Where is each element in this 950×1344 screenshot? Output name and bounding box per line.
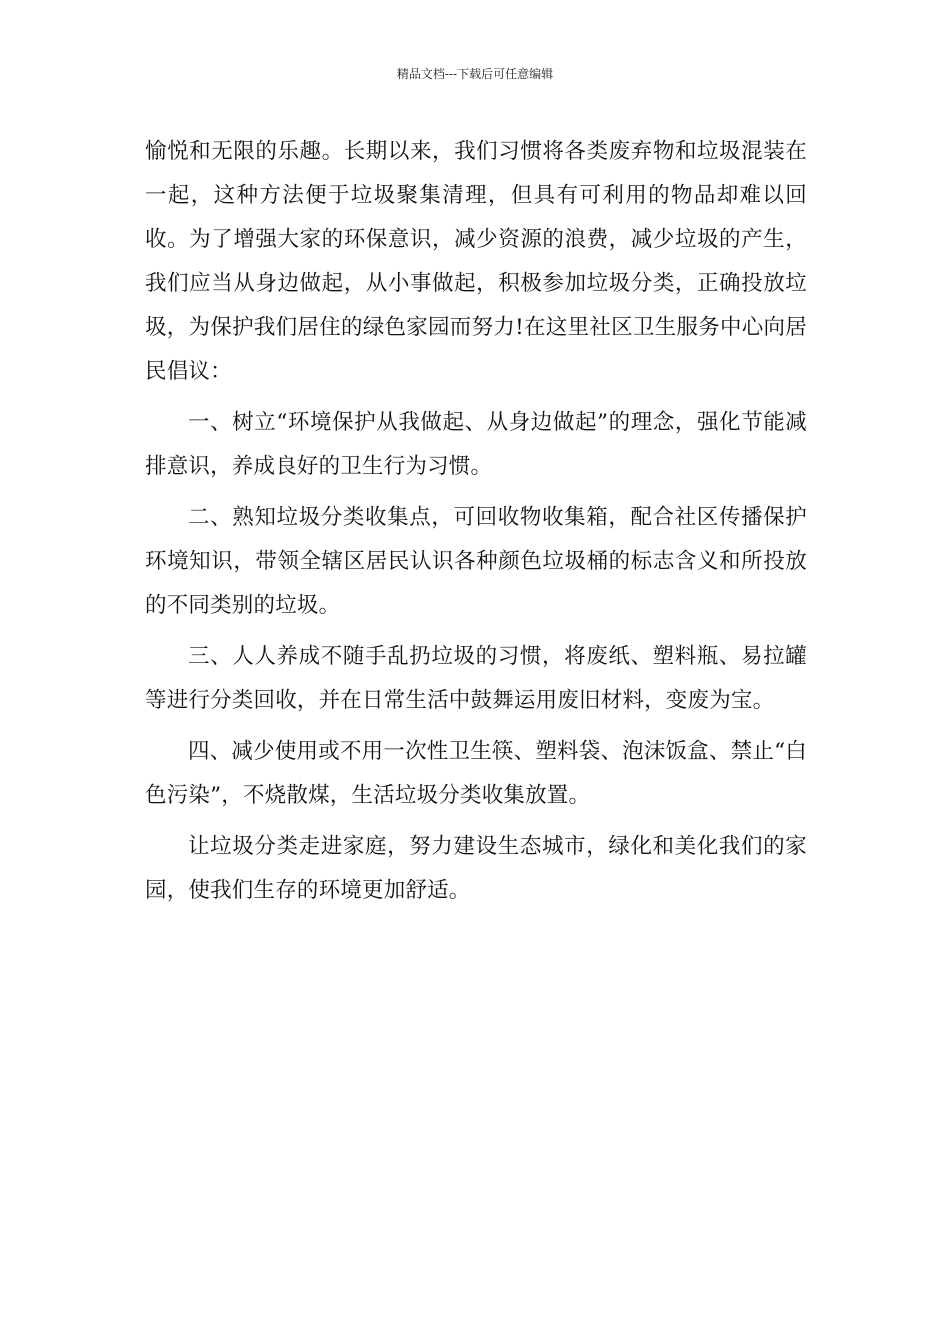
page-header: 精品文档---下载后可任意编辑	[396, 67, 554, 81]
paragraph-item-3: 三、人人养成不随手乱扔垃圾的习惯，将废纸、塑料瓶、易拉罐等进行分类回收，并在日常生活中鼓舞运用废旧材料，变废为宝。	[145, 644, 807, 713]
paragraph-item-2: 二、熟知垃圾分类收集点，可回收物收集箱，配合社区传播保护环境知识，带领全辖区居民认识各种颜色垃圾桶的标志含义和所投放的不同类别的垃圾。	[145, 505, 807, 618]
paragraph-item-4: 四、减少使用或不用一次性卫生筷、塑料袋、泡沫饭盒、禁止“白色污染”，不烧散煤，生活垃圾分类收集放置。	[145, 739, 807, 808]
paragraph-closing: 让垃圾分类走进家庭，努力建设生态城市，绿化和美化我们的家园，使我们生存的环境更加舒适。	[145, 834, 807, 903]
paragraph-item-1: 一、树立“环境保护从我做起、从身边做起”的理念，强化节能减排意识，养成良好的卫生行为习惯。	[145, 410, 807, 479]
paragraph-intro: 愉悦和无限的乐趣。长期以来，我们习惯将各类废弃物和垃圾混装在一起，这种方法便于垃圾聚集清理，但具有可利用的物品却难以回收。为了增强大家的环保意识，减少资源的浪费，减少垃圾的产生，我们应当从身边做起，从小事做起，积极参加垃圾分类，正确投放垃圾，为保护我们居住的绿色家园而努力!在这里社区卫生服务中心向居民倡议：	[145, 139, 807, 384]
document-body	[145, 130, 807, 913]
